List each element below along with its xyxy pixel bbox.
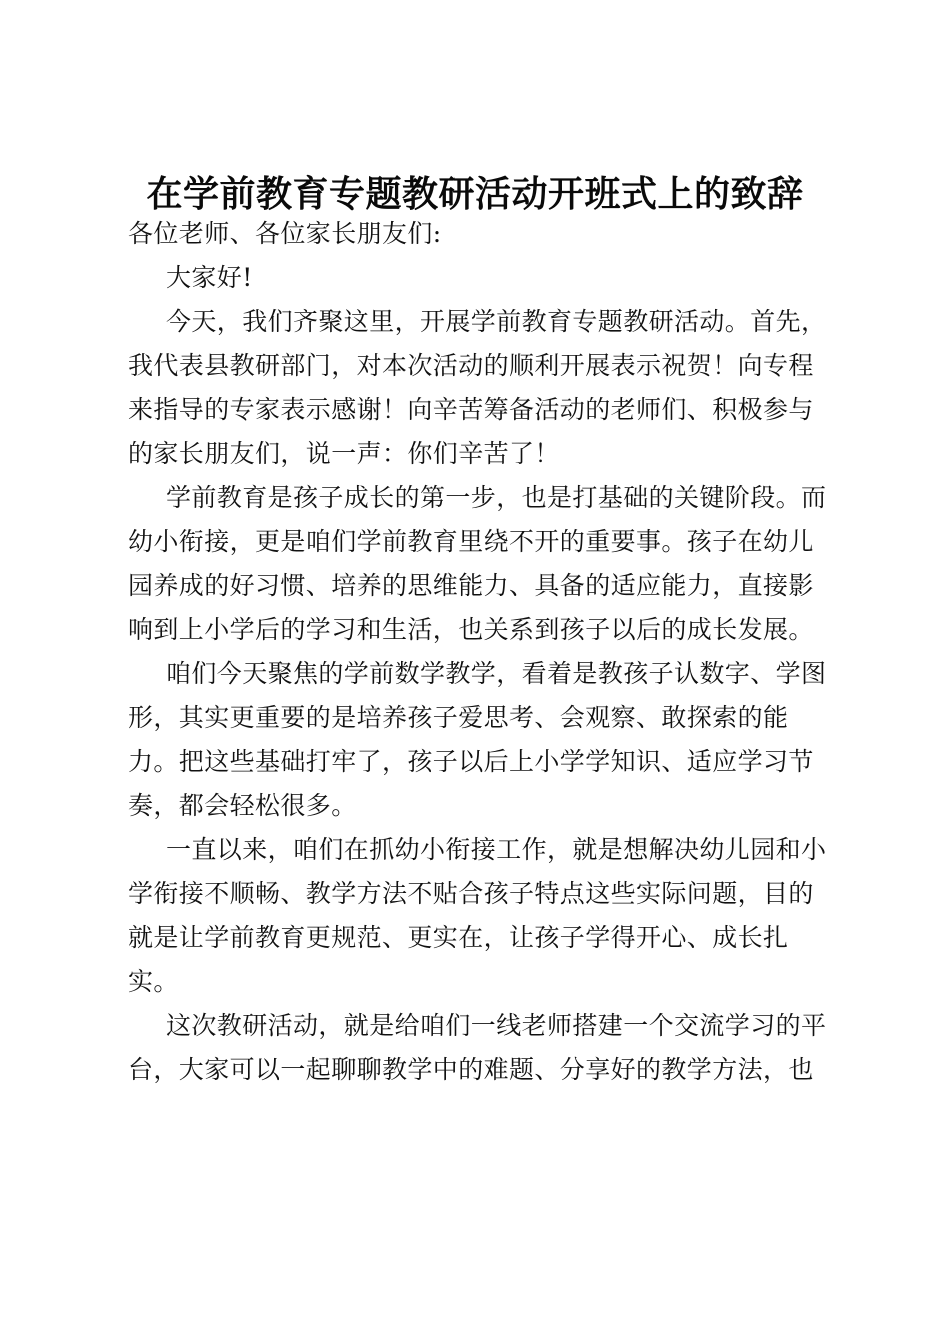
greeting: 大家好! [166, 263, 253, 292]
paragraph-line: 园养成的好习惯、培养的思维能力、具备的适应能力，直接影 [128, 571, 814, 600]
paragraph-line: 力。把这些基础打牢了，孩子以后上小学学知识、适应学习节 [128, 747, 814, 776]
paragraph-line: 奏，都会轻松很多。 [128, 791, 357, 820]
paragraph-4 [128, 828, 828, 1004]
paragraph-line: 这次教研活动，就是给咱们一线老师搭建一个交流学习的平 [166, 1011, 827, 1040]
paragraph-line: 我代表县教研部门，对本次活动的顺利开展表示祝贺！向专程 [128, 351, 814, 380]
paragraph-3 [128, 652, 828, 828]
paragraph-line: 来指导的专家表示感谢！向辛苦筹备活动的老师们、积极参与 [128, 395, 814, 424]
salutation: 各位老师、各位家长朋友们: [128, 219, 442, 248]
paragraph-line: 咱们今天聚焦的学前数学教学，看着是教孩子认数字、学图 [166, 659, 827, 688]
paragraph-line: 台，大家可以一起聊聊教学中的难题、分享好的教学方法，也 [128, 1055, 814, 1084]
paragraph-line: 响到上小学后的学习和生活，也关系到孩子以后的成长发展。 [128, 615, 814, 644]
paragraph-line: 就是让学前教育更规范、更实在，让孩子学得开心、成长扎 [128, 923, 789, 952]
paragraph-line: 的家长朋友们，说一声：你们辛苦了！ [128, 439, 560, 468]
paragraph-line: 一直以来，咱们在抓幼小衔接工作，就是想解决幼儿园和小 [166, 835, 827, 864]
paragraph-2 [128, 476, 828, 652]
paragraph-line: 幼小衔接，更是咱们学前教育里绕不开的重要事。孩子在幼儿 [128, 527, 814, 556]
paragraph-1 [128, 300, 828, 476]
paragraph-line: 学衔接不顺畅、教学方法不贴合孩子特点这些实际问题，目的 [128, 879, 814, 908]
paragraph-line: 实。 [128, 967, 179, 996]
paragraph-line: 学前教育是孩子成长的第一步，也是打基础的关键阶段。而 [166, 483, 827, 512]
paragraph-5 [128, 1004, 828, 1092]
paragraph-line: 形，其实更重要的是培养孩子爱思考、会观察、敢探索的能 [128, 703, 789, 732]
paragraph-line: 今天，我们齐聚这里，开展学前教育专题教研活动。首先， [166, 307, 827, 336]
document-body [128, 212, 828, 1092]
document-title: 在学前教育专题教研活动开班式上的致辞 [146, 174, 804, 215]
